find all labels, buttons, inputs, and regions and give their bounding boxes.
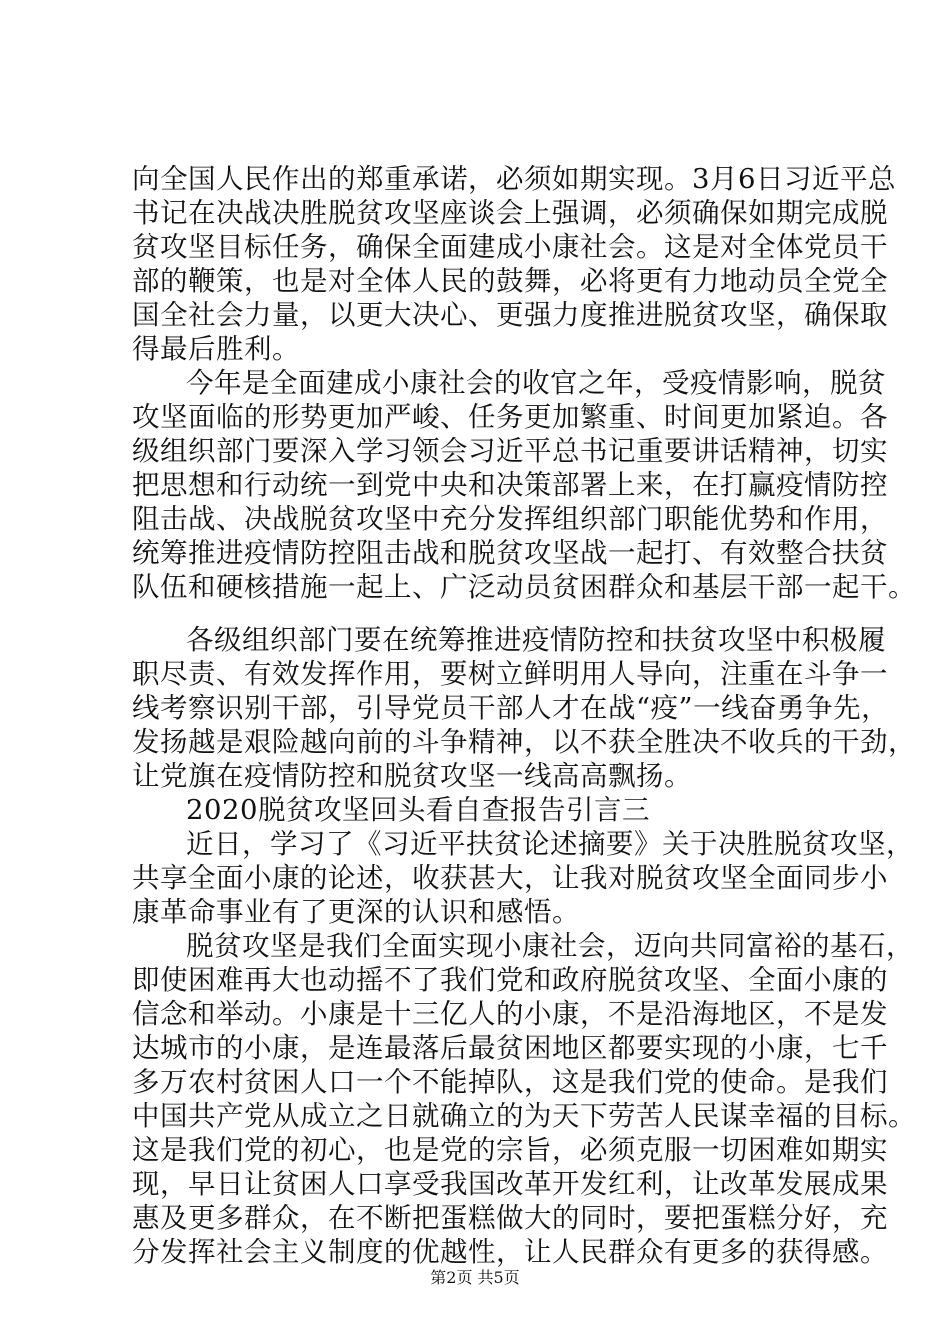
- text-line: 各级组织部门要在统筹推进疫情防控和扶贫攻坚中积极履: [186, 624, 886, 656]
- text-line: 国全社会力量，以更大决心、更强力度推进脱贫攻坚，确保取: [132, 299, 888, 331]
- text-line: 共享全面小康的论述，收获甚大，让我对脱贫攻坚全面同步小: [132, 862, 888, 894]
- text-line: 康革命事业有了更深的认识和感悟。: [132, 896, 580, 928]
- text-line: 脱贫攻坚是我们全面实现小康社会，迈向共同富裕的基石，: [186, 930, 914, 962]
- text-line: 攻坚面临的形势更加严峻、任务更加繁重、时间更加紧迫。各: [132, 401, 888, 433]
- text-line: 这是我们党的初心，也是党的宗旨，必须克服一切困难如期实: [132, 1134, 888, 1166]
- text-line: 部的鞭策，也是对全体人民的鼓舞，必将更有力地动员全党全: [132, 265, 888, 297]
- text-line: 阻击战、决战脱贫攻坚中充分发挥组织部门职能优势和作用，: [132, 503, 888, 535]
- text-line: 现，早日让贫困人口享受我国改革开发红利，让改革发展成果: [132, 1168, 888, 1200]
- text-line: 分发挥社会主义制度的优越性，让人民群众有更多的获得感。: [132, 1236, 888, 1268]
- text-line: 发扬越是艰险越向前的斗争精神，以不获全胜决不收兵的干劲，: [132, 726, 916, 758]
- text-line: 把思想和行动统一到党中央和决策部署上来，在打赢疫情防控: [132, 469, 888, 501]
- text-line: 近日，学习了《习近平扶贫论述摘要》关于决胜脱贫攻坚，: [186, 828, 914, 860]
- text-line: 线考察识别干部，引导党员干部人才在战“疫”一线奋勇争先，: [132, 692, 890, 724]
- text-line: 中国共产党从成立之日就确立的为天下劳苦人民谋幸福的目标。: [132, 1100, 916, 1132]
- text-line: 级组织部门要深入学习领会习近平总书记重要讲话精神，切实: [132, 435, 888, 467]
- text-line: 今年是全面建成小康社会的收官之年，受疫情影响，脱贫: [186, 367, 886, 399]
- text-line: 向全国人民作出的郑重承诺，必须如期实现。3月6日习近平总: [132, 163, 896, 195]
- text-line: 职尽责、有效发挥作用，要树立鲜明用人导向，注重在斗争一: [132, 658, 888, 690]
- text-line: 队伍和硬核措施一起上、广泛动员贫困群众和基层干部一起干。: [132, 571, 916, 603]
- text-line: 得最后胜利。: [132, 333, 300, 365]
- text-line: 达城市的小康，是连最落后最贫困地区都要实现的小康，七千: [132, 1032, 888, 1064]
- text-line: 书记在决战决胜脱贫攻坚座谈会上强调，必须确保如期完成脱: [132, 197, 888, 229]
- text-line: 贫攻坚目标任务，确保全面建成小康社会。这是对全体党员干: [132, 231, 888, 263]
- text-line: 惠及更多群众，在不断把蛋糕做大的同时，要把蛋糕分好，充: [132, 1202, 888, 1234]
- text-line: 即使困难再大也动摇不了我们党和政府脱贫攻坚、全面小康的: [132, 964, 888, 996]
- page-footer: 第2页 共5页: [430, 1268, 520, 1287]
- text-line: 统筹推进疫情防控阻击战和脱贫攻坚战一起打、有效整合扶贫: [132, 537, 888, 569]
- text-line: 2020脱贫攻坚回头看自查报告引言三: [186, 794, 650, 826]
- text-line: 让党旗在疫情防控和脱贫攻坚一线高高飘扬。: [132, 760, 692, 792]
- text-line: 信念和举动。小康是十三亿人的小康，不是沿海地区，不是发: [132, 998, 888, 1030]
- text-line: 多万农村贫困人口一个不能掉队，这是我们党的使命。是我们: [132, 1066, 888, 1098]
